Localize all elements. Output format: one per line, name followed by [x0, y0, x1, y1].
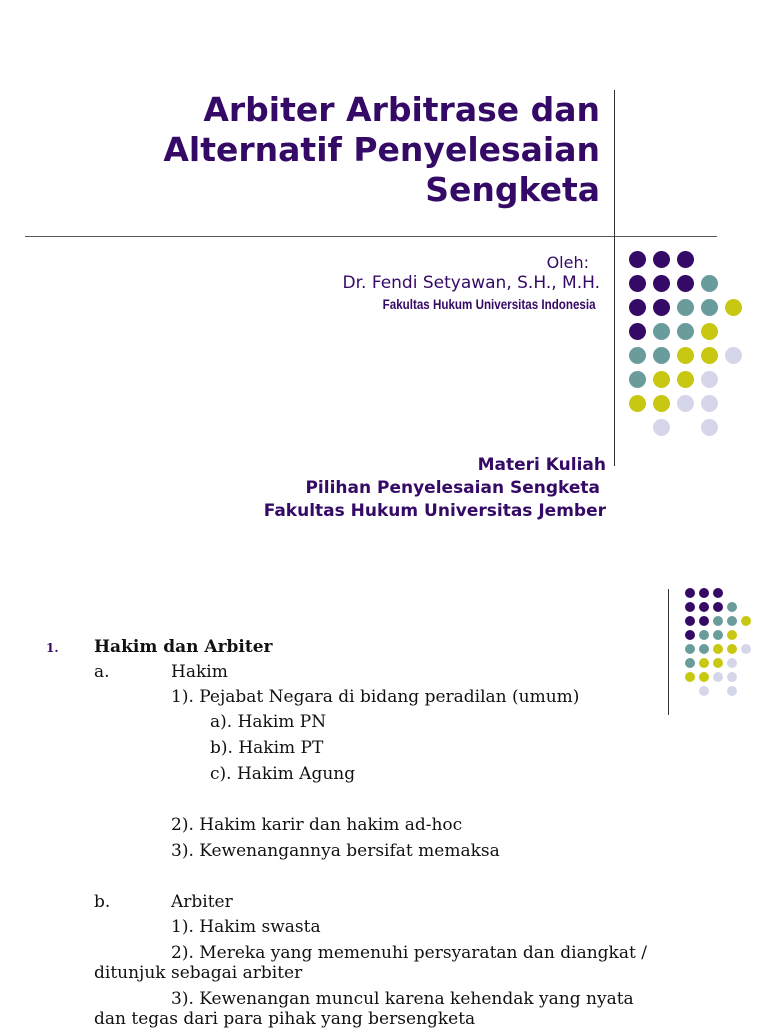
decorative-dot: [727, 672, 737, 682]
decorative-dot: [727, 602, 737, 612]
item-a-1-c: c). Hakim Agung: [210, 764, 356, 784]
decorative-dot: [677, 395, 694, 412]
decorative-dot: [713, 644, 723, 654]
decorative-dot: [699, 602, 709, 612]
decorative-dot: [741, 616, 751, 626]
vertical-divider: [614, 90, 615, 466]
decorative-dot: [653, 347, 670, 364]
course-info-line-2: Pilihan Penyelesaian Sengketa: [305, 478, 600, 498]
title-line-2: Alternatif Penyelesaian: [163, 130, 600, 169]
item-a-1: 1). Pejabat Negara di bidang peradilan (umum): [171, 687, 580, 707]
decorative-dot: [677, 299, 694, 316]
decorative-dot: [701, 275, 718, 292]
item-b-1: 1). Hakim swasta: [171, 917, 321, 937]
decorative-dot: [653, 419, 670, 436]
item-a-1-b: b). Hakim PT: [210, 738, 324, 758]
item-a-1-a: a). Hakim PN: [210, 712, 327, 732]
decorative-dot: [629, 251, 646, 268]
decorative-dot: [685, 672, 695, 682]
decorative-dot: [701, 395, 718, 412]
decorative-dot: [725, 347, 742, 364]
title-line-1: Arbiter Arbitrase dan: [203, 90, 600, 129]
decorative-dot: [677, 251, 694, 268]
course-info-line-3: Fakultas Hukum Universitas Jember: [263, 501, 606, 521]
item-b-3: 3). Kewenangan muncul karena kehendak yang nyata: [171, 989, 634, 1009]
course-info-line-1: Materi Kuliah: [477, 455, 606, 475]
decorative-dot: [713, 602, 723, 612]
title-line-3: Sengketa: [425, 170, 600, 209]
item-a-2: 2). Hakim karir dan hakim ad-hoc: [171, 815, 463, 835]
item-b-label: b.: [94, 892, 111, 912]
item-a-3: 3). Kewenangannya bersifat memaksa: [171, 841, 500, 861]
decorative-dot: [685, 588, 695, 598]
item-b-title: Arbiter: [171, 892, 233, 912]
course-info: [264, 454, 606, 523]
decorative-dot: [741, 644, 751, 654]
decorative-dot: [727, 616, 737, 626]
decorative-dot: [685, 658, 695, 668]
item-a-title: Hakim: [171, 662, 228, 682]
decorative-dot: [653, 371, 670, 388]
decorative-dot: [713, 630, 723, 640]
item-a-label: a.: [94, 662, 110, 682]
decorative-dot: [701, 419, 718, 436]
decorative-dot: [685, 616, 695, 626]
decorative-dot: [725, 299, 742, 316]
item-b-2-cont: ditunjuk sebagai arbiter: [94, 963, 303, 983]
decorative-dot: [653, 275, 670, 292]
decorative-dot: [727, 686, 737, 696]
decorative-dot: [677, 275, 694, 292]
decorative-dot: [699, 630, 709, 640]
decorative-dot: [701, 323, 718, 340]
oleh-label: Oleh:: [546, 253, 589, 272]
decorative-dot: [699, 672, 709, 682]
document-vertical-divider: [668, 589, 669, 715]
decorative-dot: [699, 588, 709, 598]
author-name: Dr. Fendi Setyawan, S.H., M.H.: [342, 273, 600, 293]
decorative-dot: [629, 347, 646, 364]
item-b-3-cont: dan tegas dari para pihak yang bersengketa: [94, 1009, 476, 1029]
decorative-dot: [713, 672, 723, 682]
item-b-2: 2). Mereka yang memenuhi persyaratan dan diangkat /: [171, 943, 647, 963]
decorative-dot: [699, 644, 709, 654]
decorative-dot: [653, 299, 670, 316]
decorative-dot: [653, 395, 670, 412]
decorative-dot: [685, 602, 695, 612]
decorative-dot: [727, 630, 737, 640]
decorative-dot: [629, 275, 646, 292]
section-number: 1.: [46, 641, 59, 655]
decorative-dot: [677, 323, 694, 340]
decorative-dot: [653, 323, 670, 340]
decorative-dot: [653, 251, 670, 268]
decorative-dot: [727, 658, 737, 668]
decorative-dot: [701, 299, 718, 316]
decorative-dot: [713, 588, 723, 598]
decorative-dot: [629, 371, 646, 388]
decorative-dot: [713, 616, 723, 626]
decorative-dot: [727, 644, 737, 654]
decorative-dot: [677, 347, 694, 364]
decorative-dot: [629, 395, 646, 412]
decorative-dot: [685, 644, 695, 654]
decorative-dot: [677, 371, 694, 388]
decorative-dot: [685, 630, 695, 640]
decorative-dot: [701, 347, 718, 364]
decorative-dot: [629, 323, 646, 340]
decorative-dot: [713, 658, 723, 668]
decorative-dot: [701, 371, 718, 388]
decorative-dot: [699, 686, 709, 696]
decorative-dot: [699, 658, 709, 668]
slide-title: [40, 90, 600, 210]
decorative-dot: [629, 299, 646, 316]
decorative-dot: [699, 616, 709, 626]
author-affiliation: Fakultas Hukum Universitas Indonesia: [383, 297, 596, 312]
section-title: Hakim dan Arbiter: [94, 637, 273, 657]
